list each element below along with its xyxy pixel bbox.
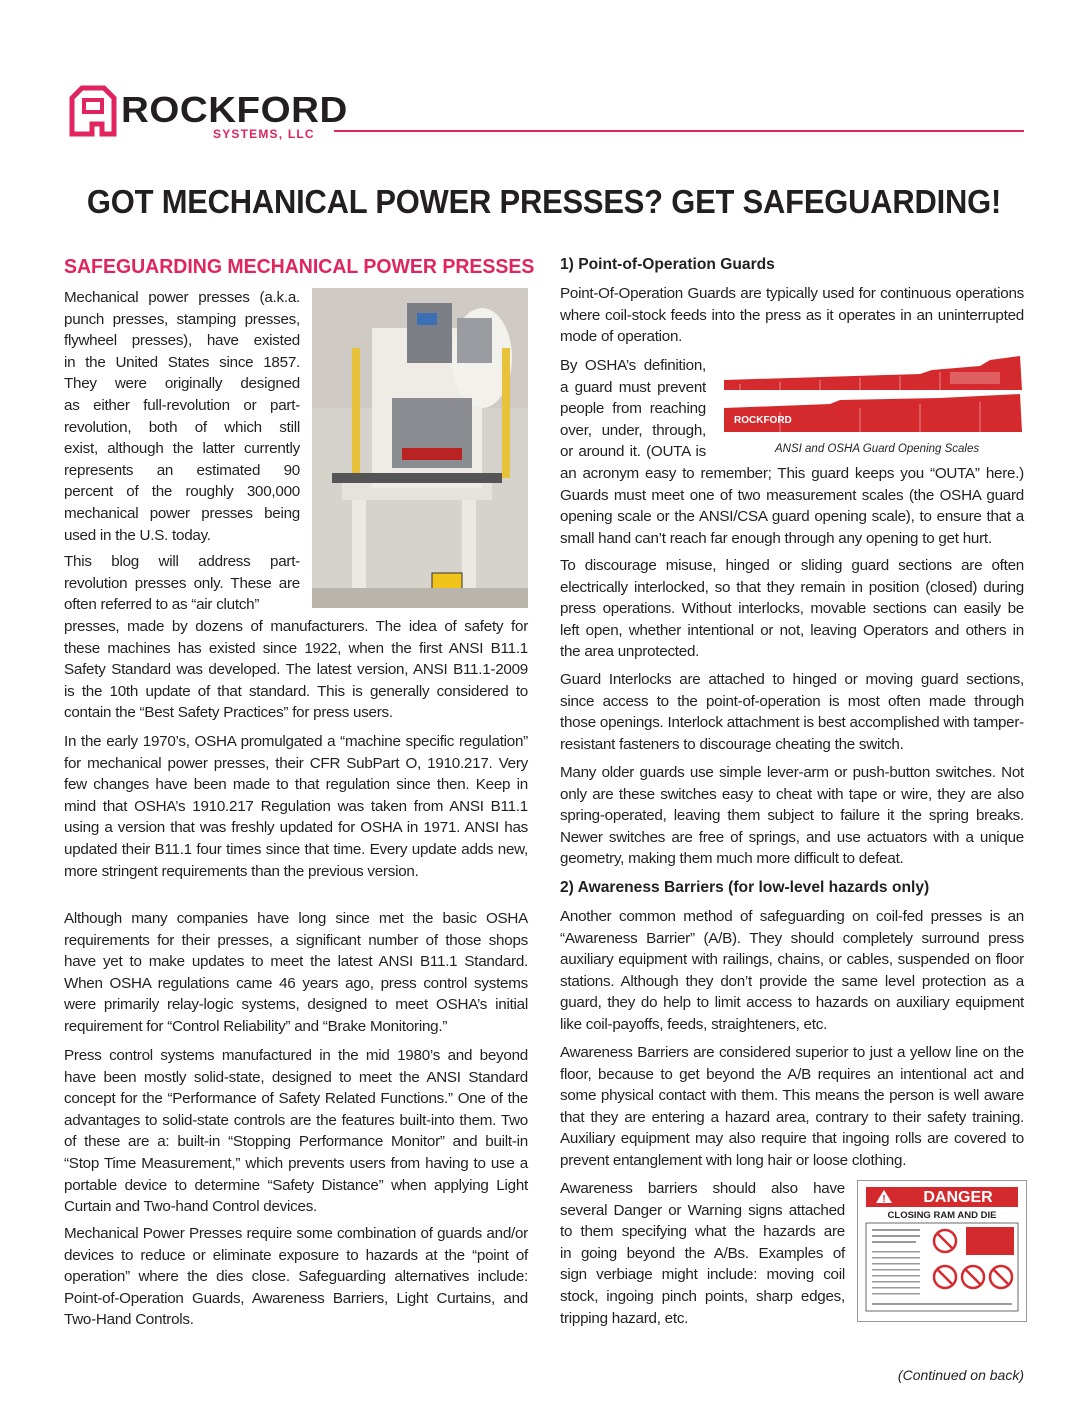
solid-state-paragraph: Press control systems manufactured in the mid 1980’s and beyond have been mostly solid-state, designed to meet the ANSI Standard concept for the “Performance of Safety Related Functions.” One of the advantages to solid-state controls are the features built-into them. Two of these are a: built-in “Stopping Performance Monitor” and built-in “Stop Time Measurement,” which prevents users from having to use a portable device to determine “Safety Distance” when applying Light Curtain and Two-hand Control devices. [64, 1047, 528, 1216]
guards-heading: 1) Point-of-Operation Guards [560, 256, 775, 273]
text-line: stock, ingoing pinch points, sharp edges, [560, 1287, 845, 1305]
svg-text:!: ! [882, 1194, 886, 1205]
text-line: or around it. (OUTA is [560, 443, 706, 461]
press-machine-photo [312, 288, 528, 608]
switches-paragraph: Many older guards use simple lever-arm or push-button switches. Not only are these switches easy to cheat with tape or wire, they are also spring-operated, leaving them subject to failure it the spring breaks. Newer switches are free of springs, and use actuators with a unique geometry, making them much more difficult to defeat. [560, 764, 1024, 868]
guard-interlocks-paragraph: Guard Interlocks are attached to hinged or moving guard sections, since access to the point-of-operation is most often made through those openings. Interlock attachment is best accomplished with tamper-resistant fasteners to discourage cheating the switch. [560, 671, 1024, 753]
header-divider [334, 130, 1024, 132]
text-line: revolution, both of which still [64, 418, 300, 436]
section-title: SAFEGUARDING MECHANICAL POWER PRESSES [64, 255, 535, 278]
text-line: Awareness barriers should also have [560, 1180, 845, 1197]
text-line: They were originally designed [64, 375, 300, 393]
continued-note: (Continued on back) [897, 1367, 1024, 1383]
ansi-update-paragraph: Although many companies have long since met the basic OSHA requirements for their presses, a significant number of those shops have yet to make updates to meet the latest ANSI B11.1 Standard. When OSHA regulations came 46 years ago, press control systems were primarily relay-logic systems, designed to meet OSHA’s initial requirement for “Control Reliability” and “Brake Monitoring.” [64, 910, 528, 1035]
text-line: percent of the roughly 300,000 [64, 483, 300, 501]
sign-header: DANGER [923, 1189, 993, 1206]
text-line: exist, although the latter currently [64, 440, 300, 458]
text-line: Mechanical power presses (a.k.a. [64, 289, 300, 306]
interlock-paragraph: To discourage misuse, hinged or sliding guard sections are often electrically interlocked, so that they remain in position (closed) during press operations. Without interlocks, movable sections can easily be left open, whether intentional or not, leaving Operators and others in the area unprotected. [560, 557, 1024, 661]
blog-paragraph: presses, made by dozens of manufacturers. The idea of safety for these machines has existed since 1922, when the first ANSI B11.1 Safety Standard was developed. The latest version, ANSI B11.1-2009 is the 10th update of that standard. This is generally considered to contain the “Best Safety Practices” for press users. [64, 618, 528, 722]
rockford-logo-icon [68, 84, 118, 140]
text-line: mechanical power presses being [64, 504, 300, 522]
scales-caption: ANSI and OSHA Guard Opening Scales [775, 443, 980, 455]
text-line: as either full-revolution or part- [64, 396, 300, 414]
text-line: several Danger or Warning signs attached [560, 1201, 845, 1219]
text-line: people from reaching [560, 400, 706, 418]
text-line: in going beyond the A/Bs. Examples of [560, 1244, 845, 1262]
scale-brand-label: ROCKFORD [734, 415, 792, 426]
awareness-barrier-paragraph: Another common method of safeguarding on coil-fed presses is an “Awareness Barrier” (A/B). They should completely surround press auxiliary equipment with railings, chains, or cables, suspended on floor stations. Although they don’t provide the same level protection as a guard, they do help to limit access to hazards on auxiliary equipment like coil-payoffs, feeds, straighteners, etc. [560, 908, 1024, 1033]
text-line: in the United States since 1857. [64, 353, 300, 371]
text-line: This blog will address part- [64, 553, 300, 570]
text-line: flywheel presses), have existed [64, 332, 300, 350]
sign-subheader: CLOSING RAM AND DIE [887, 1210, 997, 1221]
text-line: tripping hazard, etc. [560, 1309, 689, 1327]
text-line: used in the U.S. today. [64, 526, 211, 544]
guards-intro-paragraph: Point-Of-Operation Guards are typically used for continuous operations where coil-stock feeds into the press as it operates in an uninterrupted mode of operation. [560, 285, 1024, 346]
text-line: to them specifying what the hazards are [560, 1223, 845, 1241]
osha-definition-wrapped [560, 355, 706, 463]
awareness-barriers-heading: 2) Awareness Barriers (for low-level hazards only) [560, 879, 930, 896]
osha-paragraph: In the early 1970’s, OSHA promulgated a “machine specific regulation” for mechanical power presses, their CFR SubPart O, 1910.217. Very few changes have been made to that regulation since then. Keep in mind that OSHA’s 1910.217 Regulation was taken from ANSI B11.1 using a version that was freshly updated for OSHA in 1971. ANSI has updated their B11.1 four times since that time. Every update adds new, more stringent requirements than the previous version. [64, 733, 528, 880]
osha-definition-paragraph: an acronym easy to remember; This guard keeps you “OUTA” here.) Guards must meet one of two measurement scales (the OSHA guard opening scale or the ANSI/CSA guard opening scale), to ensure that a small hand can’t reach far enough through any opening to get hurt. [560, 465, 1024, 547]
text-line: over, under, through, [560, 421, 706, 439]
signs-paragraph-wrapped [560, 1178, 845, 1329]
text-line: a guard must prevent [560, 378, 706, 396]
guard-opening-scales-image [720, 352, 1025, 438]
danger-sign-image [857, 1180, 1027, 1322]
safeguarding-alternatives-paragraph: Mechanical Power Presses require some combination of guards and/or devices to reduce or eliminate exposure to hazards at the “point of operation” where the dies close. Safeguarding alternatives include: Point-of-Operation Guards, Awareness Barriers, Light Curtains, and Two-Hand Controls. [64, 1225, 528, 1329]
text-line: By OSHA’s definition, [560, 357, 706, 374]
brand-name: ROCKFORD [121, 89, 348, 130]
text-line: revolution presses only. These are [64, 574, 300, 592]
text-line: sign verbiage might include: moving coil [560, 1266, 845, 1284]
text-line: often referred to as “air clutch” [64, 596, 260, 614]
page-title: GOT MECHANICAL POWER PRESSES? GET SAFEGUARDING! [86, 184, 1002, 221]
intro-paragraph-wrapped [64, 287, 300, 546]
brand-subtitle: SYSTEMS, LLC [213, 127, 315, 141]
yellow-line-paragraph: Awareness Barriers are considered superior to just a yellow line on the floor, because to get beyond the A/B requires an intentional act and some physical contact with them. This means the person is well aware that they are entering a hazard area, contrary to their safety training. Auxiliary equipment may also require that ingoing rolls are covered to prevent entanglement with long hair or loose clothing. [560, 1044, 1024, 1169]
text-line: punch presses, stamping presses, [64, 310, 300, 328]
text-line: represents an estimated 90 [64, 461, 300, 479]
blog-paragraph-wrapped [64, 551, 300, 616]
